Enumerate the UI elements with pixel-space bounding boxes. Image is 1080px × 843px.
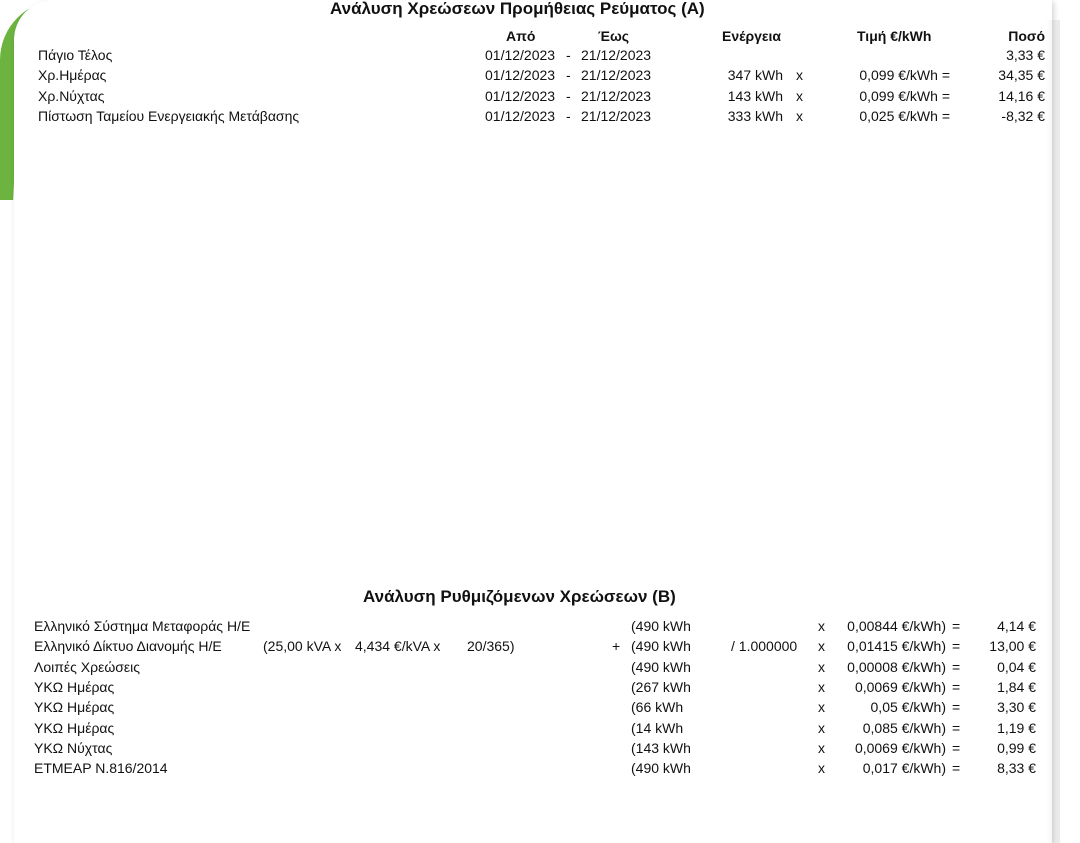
section-b-row-x: x — [818, 618, 825, 634]
header-price: Τιμή €/kWh — [857, 28, 932, 44]
section-a-row-dash: - — [566, 108, 571, 124]
section-a-row-dash: - — [566, 88, 571, 104]
section-b-row-eq: = — [952, 618, 961, 634]
section-a-row-from: 01/12/2023 — [485, 108, 556, 124]
section-a-row-x: x — [796, 67, 803, 83]
section-b-row-k1: (25,00 kVA x — [263, 638, 342, 654]
section-a-row-label: Χρ.Νύχτας — [38, 88, 105, 104]
section-b-row-label: ΥΚΩ Ημέρας — [34, 679, 115, 695]
section-b-row-x: x — [818, 699, 825, 715]
section-b-row-kwh: (66 kWh — [631, 699, 684, 715]
section-a-row-label: Πάγιο Τέλος — [38, 47, 113, 63]
section-a-row-to: 21/12/2023 — [581, 47, 652, 63]
section-a-row-from: 01/12/2023 — [485, 88, 556, 104]
section-b-row-rate: 0,00008 €/kWh) — [847, 659, 946, 675]
section-b-row-eq: = — [952, 679, 961, 695]
section-a-row-price: 0,025 €/kWh = — [859, 108, 950, 124]
section-a-row-energy: 143 kWh — [727, 88, 783, 104]
section-a-row-from: 01/12/2023 — [485, 67, 556, 83]
section-b-row-rate: 0,085 €/kWh) — [862, 720, 946, 736]
section-a-row-to: 21/12/2023 — [581, 88, 652, 104]
section-a-row-amount: -8,32 € — [1001, 108, 1045, 124]
section-b-row-rate: 0,05 €/kWh) — [870, 699, 946, 715]
section-b-row-amount: 1,84 € — [997, 679, 1036, 695]
section-b-row-kwh: (490 kWh — [631, 659, 691, 675]
section-a-row-energy: 347 kWh — [727, 67, 783, 83]
section-a-row-dash: - — [566, 67, 571, 83]
section-a-row-label: Πίστωση Ταμείου Ενεργειακής Μετάβασης — [38, 108, 300, 124]
section-b-row-x: x — [818, 638, 825, 654]
section-a-row-amount: 34,35 € — [998, 67, 1045, 83]
section-b-row-amount: 0,99 € — [997, 740, 1036, 756]
section-b-row-eq: = — [952, 760, 961, 776]
section-b-row-eq: = — [952, 740, 961, 756]
section-a-row-amount: 14,16 € — [998, 88, 1045, 104]
section-b-row-label: Ελληνικό Σύστημα Μεταφοράς Η/Ε — [34, 618, 251, 634]
section-b-row-label: ΥΚΩ Ημέρας — [34, 720, 115, 736]
section-b-row-kwh: (267 kWh — [631, 679, 691, 695]
document-page — [14, 0, 1052, 843]
section-b-row-label: ΕΤΜΕΑΡ Ν.816/2014 — [34, 760, 168, 776]
header-to: Έως — [598, 28, 630, 44]
section-b-row-kwh: (490 kWh — [631, 618, 691, 634]
section-b-row-k2: 4,434 €/kVA x — [355, 638, 441, 654]
section-a-row-label: Χρ.Ημέρας — [38, 67, 107, 83]
section-b-row-plus: + — [612, 638, 621, 654]
section-b-row-x: x — [818, 659, 825, 675]
section-b-row-x: x — [818, 679, 825, 695]
section-a-row-x: x — [796, 108, 803, 124]
section-a-row-price: 0,099 €/kWh = — [859, 67, 950, 83]
section-b-row-amount: 3,30 € — [997, 699, 1036, 715]
section-b-row-rate: 0,01415 €/kWh) — [847, 638, 946, 654]
section-b-row-label: ΥΚΩ Ημέρας — [34, 699, 115, 715]
section-b-row-label: Λοιπές Χρεώσεις — [34, 659, 140, 675]
header-amount: Ποσό — [1008, 28, 1045, 44]
section-b-row-amount: 13,00 € — [989, 638, 1036, 654]
section-a-row-price: 0,099 €/kWh = — [859, 88, 950, 104]
section-b-row-rate: 0,017 €/kWh) — [862, 760, 946, 776]
section-b-row-eq: = — [952, 638, 961, 654]
section-a-row-to: 21/12/2023 — [581, 108, 652, 124]
section-b-row-kwh: (14 kWh — [631, 720, 684, 736]
section-b-row-rate: 0,0069 €/kWh) — [854, 740, 946, 756]
section-b-row-eq: = — [952, 659, 961, 675]
section-b-row-amount: 1,19 € — [997, 720, 1036, 736]
section-a-row-from: 01/12/2023 — [485, 47, 556, 63]
section-b-row-amount: 0,04 € — [997, 659, 1036, 675]
section-b-row-kwh: (490 kWh — [631, 760, 691, 776]
section-a-row-amount: 3,33 € — [1006, 47, 1045, 63]
section-a-title: Ανάλυση Χρεώσεων Προμήθειας Ρεύματος (Α) — [330, 0, 705, 18]
section-b-row-x: x — [818, 720, 825, 736]
header-from: Από — [506, 28, 536, 44]
section-b-row-kwh: (490 kWh — [631, 638, 691, 654]
section-b-row-rate: 0,00844 €/kWh) — [847, 618, 946, 634]
section-b-row-eq: = — [952, 699, 961, 715]
section-b-row-div: / 1.000000 — [731, 638, 798, 654]
section-a-row-to: 21/12/2023 — [581, 67, 652, 83]
page-edge-shadow — [1046, 20, 1060, 843]
section-b-row-amount: 4,14 € — [997, 618, 1036, 634]
section-b-row-kwh: (143 kWh — [631, 740, 691, 756]
section-b-row-x: x — [818, 740, 825, 756]
section-b-row-eq: = — [952, 720, 961, 736]
section-a-row-x: x — [796, 88, 803, 104]
section-a-row-dash: - — [566, 47, 571, 63]
section-b-row-label: Ελληνικό Δίκτυο Διανομής Η/Ε — [34, 638, 222, 654]
section-b-row-rate: 0,0069 €/kWh) — [854, 679, 946, 695]
section-b-row-k3: 20/365) — [467, 638, 515, 654]
section-b-row-label: ΥΚΩ Νύχτας — [34, 740, 113, 756]
section-b-title: Ανάλυση Ρυθμιζόμενων Χρεώσεων (Β) — [363, 587, 676, 606]
section-b-row-amount: 8,33 € — [997, 760, 1036, 776]
section-b-row-x: x — [818, 760, 825, 776]
header-energy: Ενέργεια — [722, 28, 782, 44]
section-a-row-energy: 333 kWh — [727, 108, 783, 124]
